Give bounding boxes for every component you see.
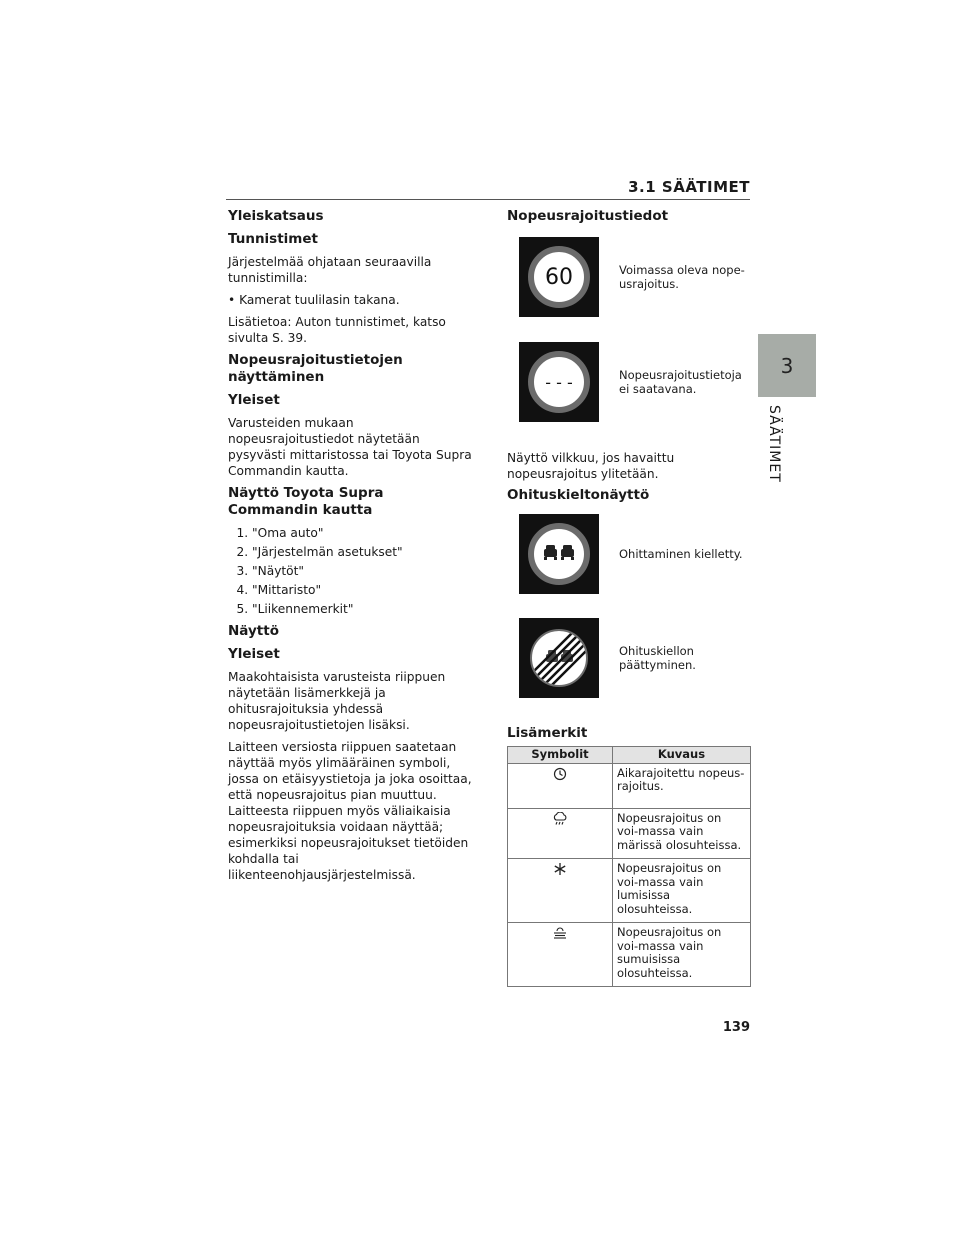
description-cell: Nopeusrajoitus on voi-massa vain märissä olosuhteissa. bbox=[613, 808, 751, 859]
heading-general-2: Yleiset bbox=[228, 646, 280, 662]
sign-row-no-data bbox=[519, 342, 751, 422]
sign-label-no-passing: Ohittaminen kielletty. bbox=[619, 547, 743, 561]
symbol-cell bbox=[508, 859, 613, 923]
speed-limit-60-sign bbox=[519, 237, 599, 317]
snowflake-icon bbox=[553, 865, 567, 879]
paragraph-flash: Näyttö vilkkuu, jos havaittu nopeusrajoitus ylitetään. bbox=[507, 451, 675, 481]
sign-row-end-no-passing bbox=[519, 618, 751, 698]
section-title: 3.1 SÄÄTIMET bbox=[628, 178, 750, 196]
chapter-number: 3 bbox=[780, 353, 794, 378]
chapter-label: SÄÄTIMET bbox=[766, 405, 782, 483]
heading-general-1: Yleiset bbox=[228, 392, 280, 408]
heading-display: Näyttö bbox=[228, 623, 279, 639]
speed-limit-unavailable-sign bbox=[519, 342, 599, 422]
chapter-side-label bbox=[748, 405, 800, 495]
column-header-symbols: Symbolit bbox=[508, 747, 613, 764]
paragraph-general-3: Laitteen versiosta riippuen saatetaan näyttää myös ylimääräinen symboli, jossa on etäisyystietoja ja joka osoittaa, että nopeusrajoitus pian muuttuu. Laitteesta riippuen myös väliaikaisia nopeusrajoituksia voidaan näyttää; esimerkiksi nopeusrajoitukset tietöiden kohdalla tai liikenteenohjausjärjestelmissä. bbox=[228, 740, 472, 882]
table-row bbox=[508, 808, 751, 859]
heading-commander: Näyttö Toyota Supra Commandin kautta bbox=[228, 485, 384, 518]
paragraph-sensors: Järjestelmää ohjataan seuraavilla tunnistimilla: bbox=[228, 255, 432, 285]
clock-icon bbox=[553, 770, 567, 784]
header-rule bbox=[226, 199, 750, 200]
table-row bbox=[508, 923, 751, 987]
heading-display-speed: Nopeusrajoitustietojen näyttäminen bbox=[228, 352, 403, 385]
speed-limit-value: 60 bbox=[545, 265, 573, 290]
sign-label-no-data: Nopeusrajoitustietoja ei saatavana. bbox=[619, 368, 742, 396]
description-cell: Nopeusrajoitus on voi-massa vain lumisissa olosuhteissa. bbox=[613, 859, 751, 923]
table-header-row bbox=[508, 747, 751, 764]
heading-overtake: Ohituskieltonäyttö bbox=[507, 487, 650, 503]
sign-label-speed-60: Voimassa oleva nope-usrajoitus. bbox=[619, 263, 745, 291]
sign-row-speed-60 bbox=[519, 237, 751, 317]
description-cell: Nopeusrajoitus on voi-massa vain sumuisissa olosuhteissa. bbox=[613, 923, 751, 987]
no-overtaking-sign bbox=[519, 514, 599, 594]
bullet-camera: • Kamerat tuulilasin takana. bbox=[228, 293, 400, 307]
column-header-description: Kuvaus bbox=[613, 747, 751, 764]
paragraph-general-1: Varusteiden mukaan nopeusrajoitustiedot näytetään pysyvästi mittaristossa tai Toyota Supra Commandin kautta. bbox=[228, 416, 472, 478]
table-row bbox=[508, 763, 751, 808]
step-item: 5. "Liikennemerkit" bbox=[252, 601, 478, 617]
right-column bbox=[507, 208, 751, 741]
paragraph-general-2: Maakohtaisista varusteista riippuen näytetään lisämerkkejä ja ohitusrajoituksia yhdessä nopeusrajoitustietojen lisäksi. bbox=[228, 670, 446, 732]
paragraph-moreinfo: Lisätietoa: Auton tunnistimet, katso sivulta S. 39. bbox=[228, 315, 446, 345]
step-item: 4. "Mittaristo" bbox=[252, 582, 478, 598]
table-row bbox=[508, 859, 751, 923]
page-number: 139 bbox=[722, 1020, 750, 1035]
sign-label-end-no-passing: Ohituskiellon päättyminen. bbox=[619, 644, 696, 672]
heading-sensors: Tunnistimet bbox=[228, 231, 318, 247]
end-of-no-overtaking-sign bbox=[519, 618, 599, 698]
heading-speed-info: Nopeusrajoitustiedot bbox=[507, 208, 669, 224]
fog-icon bbox=[552, 929, 568, 943]
heading-additional-signs: Lisämerkit bbox=[507, 725, 588, 741]
step-item: 2. "Järjestelmän asetukset" bbox=[252, 544, 478, 560]
step-item: 3. "Näytöt" bbox=[252, 563, 478, 579]
description-cell: Aikarajoitettu nopeus-rajoitus. bbox=[613, 763, 751, 808]
step-item: 1. "Oma auto" bbox=[252, 525, 478, 541]
heading-overview: Yleiskatsaus bbox=[228, 208, 324, 224]
additional-signs-table bbox=[507, 746, 751, 987]
steps-list bbox=[228, 525, 478, 617]
symbol-cell bbox=[508, 808, 613, 859]
symbol-cell bbox=[508, 763, 613, 808]
symbol-cell bbox=[508, 923, 613, 987]
chapter-tab bbox=[758, 334, 816, 397]
left-column bbox=[228, 208, 478, 889]
rain-cloud-icon bbox=[552, 815, 568, 829]
unavailable-dashes: - - - bbox=[545, 373, 573, 392]
sign-row-no-passing bbox=[519, 514, 751, 594]
